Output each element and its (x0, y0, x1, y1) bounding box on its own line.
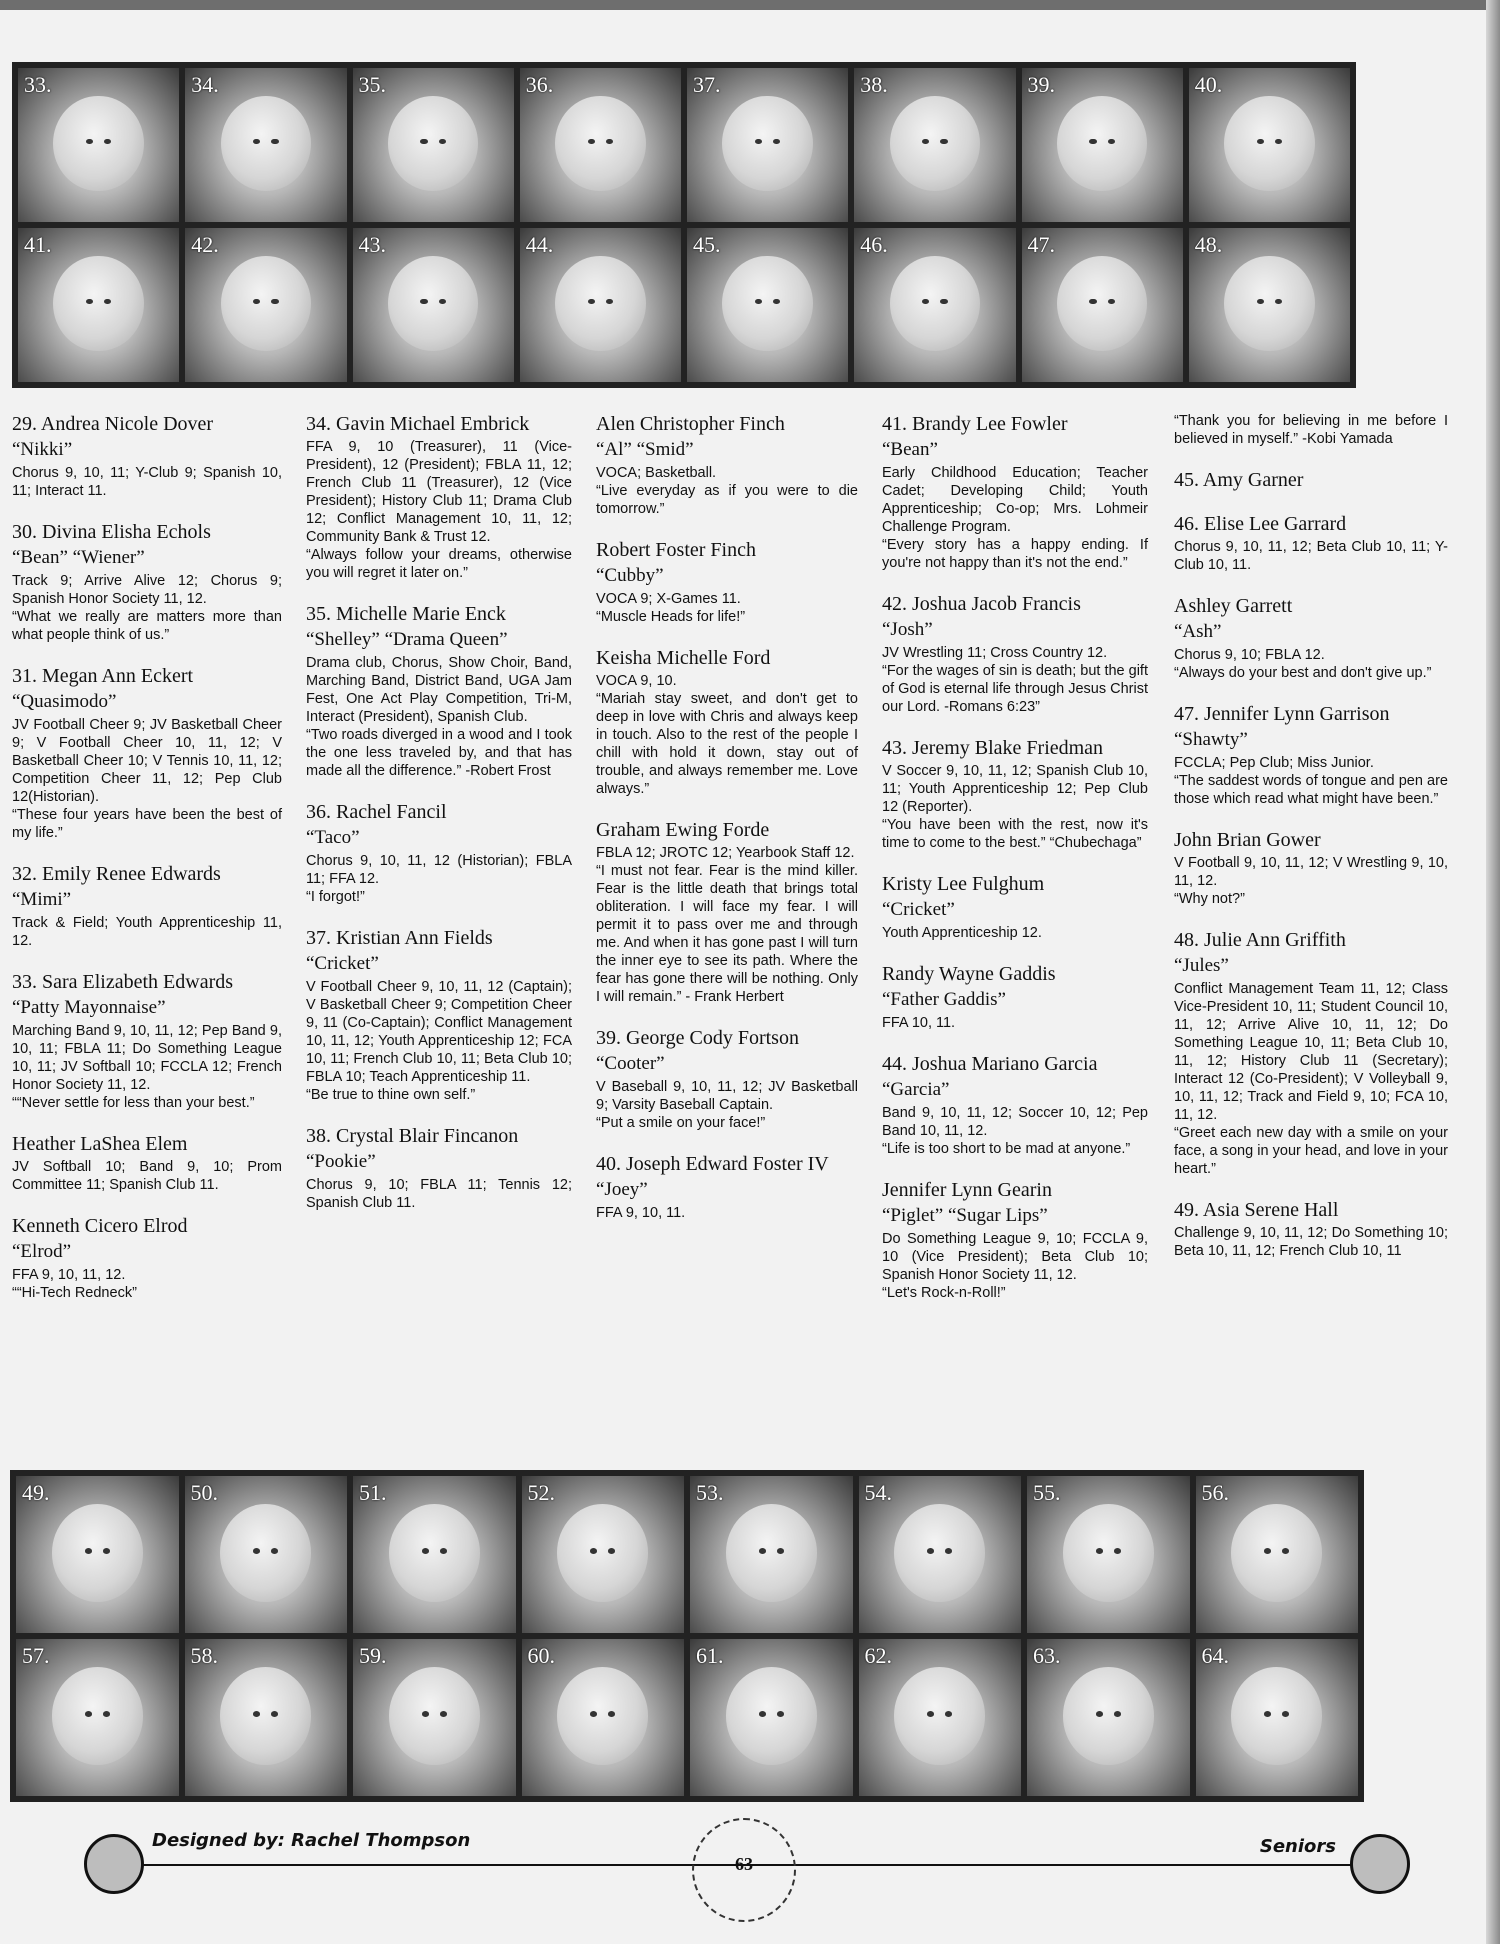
senior-entry (12, 1132, 282, 1194)
photo-number: 48. (1194, 232, 1223, 257)
senior-quote: “Put a smile on your face!” (596, 1115, 766, 1131)
baby-face (1057, 256, 1147, 351)
photo-number: 49. (22, 1480, 50, 1505)
senior-quote: “You have been with the rest, now it's time to come to the best.” “Chubechaga” (882, 817, 1148, 851)
senior-entry (882, 592, 1148, 716)
senior-name: 47. Jennifer Lynn Garrison (1174, 703, 1390, 725)
senior-name: Ashley Garrett (1174, 595, 1293, 617)
senior-nickname: “Father Gaddis” (882, 989, 1006, 1010)
senior-entry (882, 872, 1148, 942)
senior-entry (596, 1026, 858, 1132)
page-footer (80, 1818, 1410, 1928)
page-edge (1486, 0, 1500, 1944)
senior-name: Kristy Lee Fulghum (882, 873, 1045, 895)
senior-nickname: “Cricket” (306, 953, 379, 974)
senior-name: 30. Divina Elisha Echols (12, 521, 211, 543)
senior-quote: “Two roads diverged in a wood and I took the one less traveled by, and that has made all the difference.” -Robert Frost (306, 727, 572, 779)
photo-number: 60. (527, 1643, 555, 1668)
senior-activities: Challenge 9, 10, 11, 12; Do Something 10; Beta 10, 11, 12; French Club 10, 11 (1174, 1225, 1448, 1259)
senior-activities: Chorus 9, 10, 11; Y-Club 9; Spanish 10, 11; Interact 11. (12, 465, 282, 499)
senior-name: Kenneth Cicero Elrod (12, 1215, 188, 1237)
senior-nickname: “Taco” (306, 827, 360, 848)
photo-number: 62. (864, 1643, 892, 1668)
senior-name: 36. Rachel Fancil (306, 801, 447, 823)
baby-photo (1022, 68, 1183, 222)
baby-photo (687, 228, 848, 382)
baby-photo (1189, 68, 1350, 222)
senior-quote: “For the wages of sin is death; but the gift of God is eternal life through Jesus Christ our Lord. -Romans 6:23” (882, 663, 1148, 715)
photo-number: 56. (1201, 1480, 1229, 1505)
senior-quote: “Thank you for believing in me before I believed in myself.” -Kobi Yamada (1174, 413, 1448, 447)
senior-activities: Do Something League 9, 10; FCCLA 9, 10 (Vice President); Beta Club 10; Spanish Honor Society 11, 12. (882, 1231, 1148, 1283)
bottom-photo-strip (10, 1470, 1364, 1802)
baby-face (1063, 1667, 1154, 1764)
photo-number: 42. (191, 232, 219, 257)
senior-entry (596, 1152, 858, 1222)
baby-photo (522, 1476, 685, 1633)
baby-face (555, 96, 645, 191)
senior-entry (306, 926, 572, 1104)
senior-name: 33. Sara Elizabeth Edwards (12, 971, 234, 993)
section-label: Seniors (1259, 1836, 1336, 1857)
baby-face (1057, 96, 1147, 191)
senior-quote: “Live everyday as if you were to die tomorrow.” (596, 483, 858, 517)
senior-entry (596, 646, 858, 798)
photo-number: 54. (864, 1480, 892, 1505)
baby-photo (16, 1639, 179, 1796)
senior-name: 34. Gavin Michael Embrick (306, 413, 530, 435)
senior-quote: “Life is too short to be mad at anyone.” (882, 1141, 1131, 1157)
baby-photo (18, 68, 179, 222)
senior-name: Jennifer Lynn Gearin (882, 1179, 1052, 1201)
photo-number: 35. (358, 72, 386, 97)
photo-number: 46. (860, 232, 888, 257)
senior-quote: “The saddest words of tongue and pen are those which read what might have been.” (1174, 773, 1448, 807)
baby-photo (185, 1476, 348, 1633)
senior-name: 49. Asia Serene Hall (1174, 1199, 1339, 1221)
senior-entry (882, 1052, 1148, 1158)
senior-name: 43. Jeremy Blake Friedman (882, 737, 1104, 759)
senior-activities: VOCA 9; X-Games 11. (596, 591, 741, 607)
photo-number: 45. (693, 232, 721, 257)
senior-entry (882, 736, 1148, 852)
photo-number: 47. (1027, 232, 1055, 257)
senior-entry (1174, 828, 1448, 908)
senior-activities: VOCA 9, 10. (596, 673, 677, 689)
senior-nickname: “Shawty” (1174, 729, 1248, 750)
senior-quote: “These four years have been the best of my life.” (12, 807, 282, 841)
text-column-3 (596, 412, 858, 1242)
senior-entry (12, 412, 282, 500)
senior-quote: “Every story has a happy ending. If you're not happy than it's not the end.” (882, 537, 1148, 571)
senior-quote: “I forgot!” (306, 889, 365, 905)
senior-activities: JV Wrestling 11; Cross Country 12. (882, 645, 1108, 661)
baby-photo (522, 1639, 685, 1796)
senior-entry (306, 412, 572, 582)
senior-name: 46. Elise Lee Garrard (1174, 513, 1347, 535)
baby-face (894, 1667, 985, 1764)
photo-number: 51. (359, 1480, 387, 1505)
senior-quote: “Why not?” (1174, 891, 1245, 907)
senior-entry (596, 412, 858, 518)
photo-number: 38. (860, 72, 888, 97)
senior-nickname: “Josh” (882, 619, 933, 640)
senior-name: 38. Crystal Blair Fincanon (306, 1125, 519, 1147)
photo-number: 61. (696, 1643, 724, 1668)
baby-face (557, 1667, 648, 1764)
baby-photo (353, 1639, 516, 1796)
baby-face (221, 256, 311, 351)
baby-photo (1196, 1639, 1359, 1796)
senior-name: 29. Andrea Nicole Dover (12, 413, 214, 435)
baby-photo (854, 228, 1015, 382)
baby-photo (859, 1476, 1022, 1633)
senior-activities: JV Softball 10; Band 9, 10; Prom Committee 11; Spanish Club 11. (12, 1159, 282, 1193)
baby-face (220, 1667, 311, 1764)
senior-nickname: “Ash” (1174, 621, 1222, 642)
footer-circle-left (84, 1834, 144, 1894)
baby-face (53, 96, 143, 191)
senior-entry (1174, 468, 1448, 492)
baby-face (1224, 96, 1314, 191)
senior-quote: “Always follow your dreams, otherwise you will regret it later on.” (306, 547, 572, 581)
text-column-5 (1174, 412, 1448, 1280)
senior-name: 32. Emily Renee Edwards (12, 863, 221, 885)
senior-entry (12, 520, 282, 644)
senior-activities: VOCA; Basketball. (596, 465, 717, 481)
photo-number: 33. (24, 72, 52, 97)
senior-name: Randy Wayne Gaddis (882, 963, 1056, 985)
photo-number: 50. (190, 1480, 218, 1505)
senior-name: Alen Christopher Finch (596, 413, 785, 435)
text-column-4 (882, 412, 1148, 1322)
baby-photo (854, 68, 1015, 222)
senior-quote: “Mariah stay sweet, and don't get to deep in love with Chris and always keep in touch. Also to the rest of the people I chill with hold it down, stay out of trouble, and always remember me. Love always.” (596, 691, 858, 797)
senior-entry (882, 962, 1148, 1032)
senior-nickname: “Cooter” (596, 1053, 665, 1074)
baby-face (726, 1667, 817, 1764)
photo-number: 64. (1201, 1643, 1229, 1668)
senior-activities: FFA 10, 11. (882, 1015, 956, 1031)
senior-nickname: “Pookie” (306, 1151, 376, 1172)
photo-number: 34. (191, 72, 219, 97)
baby-face (1231, 1504, 1322, 1601)
senior-name: Keisha Michelle Ford (596, 647, 771, 669)
baby-face (221, 96, 311, 191)
baby-photo (18, 228, 179, 382)
senior-name: 39. George Cody Fortson (596, 1027, 799, 1049)
photo-number: 43. (358, 232, 386, 257)
senior-activities: Band 9, 10, 11, 12; Soccer 10, 12; Pep Band 10, 11, 12. (882, 1105, 1148, 1139)
senior-quote: “Let's Rock-n-Roll!” (882, 1285, 1006, 1301)
senior-nickname: “Cubby” (596, 565, 664, 586)
baby-face (1063, 1504, 1154, 1601)
senior-nickname: “Cricket” (882, 899, 955, 920)
photo-number: 59. (359, 1643, 387, 1668)
senior-nickname: “Shelley” “Drama Queen” (306, 629, 508, 650)
baby-face (53, 256, 143, 351)
senior-nickname: “Bean” “Wiener” (12, 547, 145, 568)
senior-activities: V Football 9, 10, 11, 12; V Wrestling 9, 10, 11, 12. (1174, 855, 1448, 889)
photo-number: 63. (1033, 1643, 1061, 1668)
senior-activities: Track & Field; Youth Apprenticeship 11, 12. (12, 915, 282, 949)
senior-activities: Chorus 9, 10; FBLA 11; Tennis 12; Spanish Club 11. (306, 1177, 572, 1211)
senior-name: 40. Joseph Edward Foster IV (596, 1153, 829, 1175)
senior-nickname: “Piglet” “Sugar Lips” (882, 1205, 1048, 1226)
senior-activities: Track 9; Arrive Alive 12; Chorus 9; Spanish Honor Society 11, 12. (12, 573, 282, 607)
baby-face (555, 256, 645, 351)
senior-entry (12, 1214, 282, 1302)
photo-number: 39. (1027, 72, 1055, 97)
photo-number: 44. (525, 232, 554, 257)
senior-entry (1174, 928, 1448, 1178)
baby-face (722, 96, 812, 191)
photo-number: 37. (693, 72, 721, 97)
baby-photo (1022, 228, 1183, 382)
baby-face (388, 96, 478, 191)
senior-name: 31. Megan Ann Eckert (12, 665, 194, 687)
senior-name: 35. Michelle Marie Enck (306, 603, 506, 625)
baby-face (557, 1504, 648, 1601)
senior-entry (1174, 1198, 1448, 1260)
senior-name: John Brian Gower (1174, 829, 1321, 851)
senior-activities: FCCLA; Pep Club; Miss Junior. (1174, 755, 1374, 771)
senior-entry (12, 970, 282, 1112)
senior-name: 41. Brandy Lee Fowler (882, 413, 1068, 435)
senior-activities: FFA 9, 10, 11, 12. (12, 1267, 126, 1283)
senior-activities: FFA 9, 10 (Treasurer), 11 (Vice-President), 12 (President); FBLA 11, 12; French Club 11 (Treasurer), 12 (Vice President); History Club 11; Drama Club 12; Conflict Management 10, 11, 12; Community Bank & Trust 12. (306, 439, 572, 545)
baby-face (1224, 256, 1314, 351)
senior-name: 45. Amy Garner (1174, 469, 1304, 491)
text-column-2 (306, 412, 572, 1232)
baby-photo (687, 68, 848, 222)
senior-quote: “I must not fear. Fear is the mind killer. Fear is the little death that brings total obliteration. I will face my fear. I will permit it to pass over me and through me. And when it has gone past I will turn the inner eye to see its path. Where the fear has gone there will be nothing. Only I will remain.” - Frank Herbert (596, 863, 858, 1005)
yearbook-page (0, 10, 1490, 1944)
senior-entry (1174, 512, 1448, 574)
senior-activities: Marching Band 9, 10, 11, 12; Pep Band 9, 10, 11; FBLA 11; Do Something League 10, 11; JV Softball 10; FCCLA 12; French Honor Society 11, 12. (12, 1023, 282, 1093)
senior-name: Graham Ewing Forde (596, 819, 770, 841)
baby-face (389, 1667, 480, 1764)
photo-number: 55. (1033, 1480, 1061, 1505)
senior-activities: JV Football Cheer 9; JV Basketball Cheer 9; V Football Cheer 10, 11, 12; V Basketball Cheer 10; V Tennis 10, 11, 12; Competition Cheer 11, 12; Pep Club 12(Historian). (12, 717, 282, 805)
senior-entry (12, 862, 282, 950)
baby-face (722, 256, 812, 351)
baby-photo (520, 228, 681, 382)
photo-number: 58. (190, 1643, 218, 1668)
photo-number: 41. (24, 232, 52, 257)
senior-activities: V Baseball 9, 10, 11, 12; JV Basketball 9; Varsity Baseball Captain. (596, 1079, 858, 1113)
senior-name: 37. Kristian Ann Fields (306, 927, 493, 949)
baby-face (52, 1504, 143, 1601)
senior-activities: V Football Cheer 9, 10, 11, 12 (Captain); V Basketball Cheer 9; Competition Cheer 9, 11 (Co-Captain); Conflict Management 10, 11, 12; Youth Apprenticeship 12; FCA 10, 11; French Club 10, 11; Beta Club 10; FBLA 10; Teach Apprenticeship 11. (306, 979, 572, 1085)
senior-activities: Conflict Management Team 11, 12; Class Vice-President 10, 11; Student Council 10, 11, 12; Arrive Alive 10, 11, 12; Do Something League 10, 11; Beta Club 10, 11, 12; History Club 11 (Secretary); Interact 12 (Co-President); V Volleyball 9, 10, 11, 12; Track and Field 9, 10; FCA 10, 11, 12. (1174, 981, 1448, 1123)
senior-activities: Drama club, Chorus, Show Choir, Band, Marching Band, District Band, UGA Jam Fest, One Act Play Competition, Tri-M, Interact (President), Spanish Club. (306, 655, 572, 725)
designer-credit: Designed by: Rachel Thompson (152, 1830, 471, 1851)
senior-name: 42. Joshua Jacob Francis (882, 593, 1081, 615)
page-number: 63 (735, 1854, 753, 1874)
senior-activities: Chorus 9, 10, 11, 12 (Historian); FBLA 11; FFA 12. (306, 853, 572, 887)
photo-number: 57. (22, 1643, 50, 1668)
senior-nickname: “Bean” (882, 439, 938, 460)
baby-photo (690, 1476, 853, 1633)
baby-photo (520, 68, 681, 222)
baby-face (220, 1504, 311, 1601)
baby-photo (1027, 1639, 1190, 1796)
senior-entry (882, 412, 1148, 572)
baby-photo (185, 228, 346, 382)
photo-number: 53. (696, 1480, 724, 1505)
senior-name: 48. Julie Ann Griffith (1174, 929, 1346, 951)
senior-activities: FBLA 12; JROTC 12; Yearbook Staff 12. (596, 845, 855, 861)
baby-photo (859, 1639, 1022, 1796)
senior-entry (306, 602, 572, 780)
senior-entry (596, 818, 858, 1006)
baby-photo (1027, 1476, 1190, 1633)
senior-quote: ““Never settle for less than your best.” (12, 1095, 255, 1111)
senior-activities: FFA 9, 10, 11. (596, 1205, 686, 1221)
photo-number: 40. (1194, 72, 1223, 97)
baby-face (890, 256, 980, 351)
baby-photo (353, 228, 514, 382)
footer-circle-right (1350, 1834, 1410, 1894)
senior-name: 44. Joshua Mariano Garcia (882, 1053, 1098, 1075)
senior-name: Heather LaShea Elem (12, 1133, 188, 1155)
baby-face (1231, 1667, 1322, 1764)
senior-entry (12, 664, 282, 842)
senior-entry (1174, 412, 1448, 448)
senior-nickname: “Elrod” (12, 1241, 72, 1262)
senior-name: Robert Foster Finch (596, 539, 756, 561)
senior-nickname: “Nikki” (12, 439, 73, 460)
photo-number: 52. (527, 1480, 555, 1505)
baby-face (389, 1504, 480, 1601)
senior-quote: “Be true to thine own self.” (306, 1087, 476, 1103)
senior-nickname: “Al” “Smid” (596, 439, 694, 460)
senior-nickname: “Patty Mayonnaise” (12, 997, 166, 1018)
baby-photo (353, 1476, 516, 1633)
baby-photo (185, 68, 346, 222)
baby-photo (185, 1639, 348, 1796)
senior-activities: Youth Apprenticeship 12. (882, 925, 1042, 941)
senior-quote: “Muscle Heads for life!” (596, 609, 746, 625)
text-column-1 (12, 412, 282, 1322)
senior-entry (596, 538, 858, 626)
senior-quote: ““Hi-Tech Redneck” (12, 1285, 137, 1301)
senior-activities: V Soccer 9, 10, 11, 12; Spanish Club 10, 11; Youth Apprenticeship 12; Pep Club 12 (Reporter). (882, 763, 1148, 815)
senior-nickname: “Jules” (1174, 955, 1229, 976)
baby-face (894, 1504, 985, 1601)
baby-face (52, 1667, 143, 1764)
baby-face (726, 1504, 817, 1601)
senior-entry (882, 1178, 1148, 1302)
senior-entry (306, 1124, 572, 1212)
senior-entry (1174, 594, 1448, 682)
senior-entry (306, 800, 572, 906)
senior-quote: “Greet each new day with a smile on your face, a song in your head, and love in your heart.” (1174, 1125, 1448, 1177)
senior-quote: “What we really are matters more than what people think of us.” (12, 609, 282, 643)
baby-photo (16, 1476, 179, 1633)
senior-activities: Chorus 9, 10; FBLA 12. (1174, 647, 1325, 663)
senior-entry (1174, 702, 1448, 808)
senior-nickname: “Garcia” (882, 1079, 950, 1100)
top-photo-strip (12, 62, 1356, 388)
photo-number: 36. (525, 72, 554, 97)
baby-photo (690, 1639, 853, 1796)
baby-photo (1189, 228, 1350, 382)
senior-quote: “Always do your best and don't give up.” (1174, 665, 1432, 681)
senior-nickname: “Mimi” (12, 889, 72, 910)
senior-nickname: “Quasimodo” (12, 691, 117, 712)
baby-face (890, 96, 980, 191)
senior-nickname: “Joey” (596, 1179, 648, 1200)
baby-photo (1196, 1476, 1359, 1633)
baby-photo (353, 68, 514, 222)
senior-activities: Chorus 9, 10, 11, 12; Beta Club 10, 11; Y-Club 10, 11. (1174, 539, 1448, 573)
baby-face (388, 256, 478, 351)
senior-activities: Early Childhood Education; Teacher Cadet; Developing Child; Youth Apprenticeship; Co-op; Mrs. Lohmeir Challenge Program. (882, 465, 1148, 535)
